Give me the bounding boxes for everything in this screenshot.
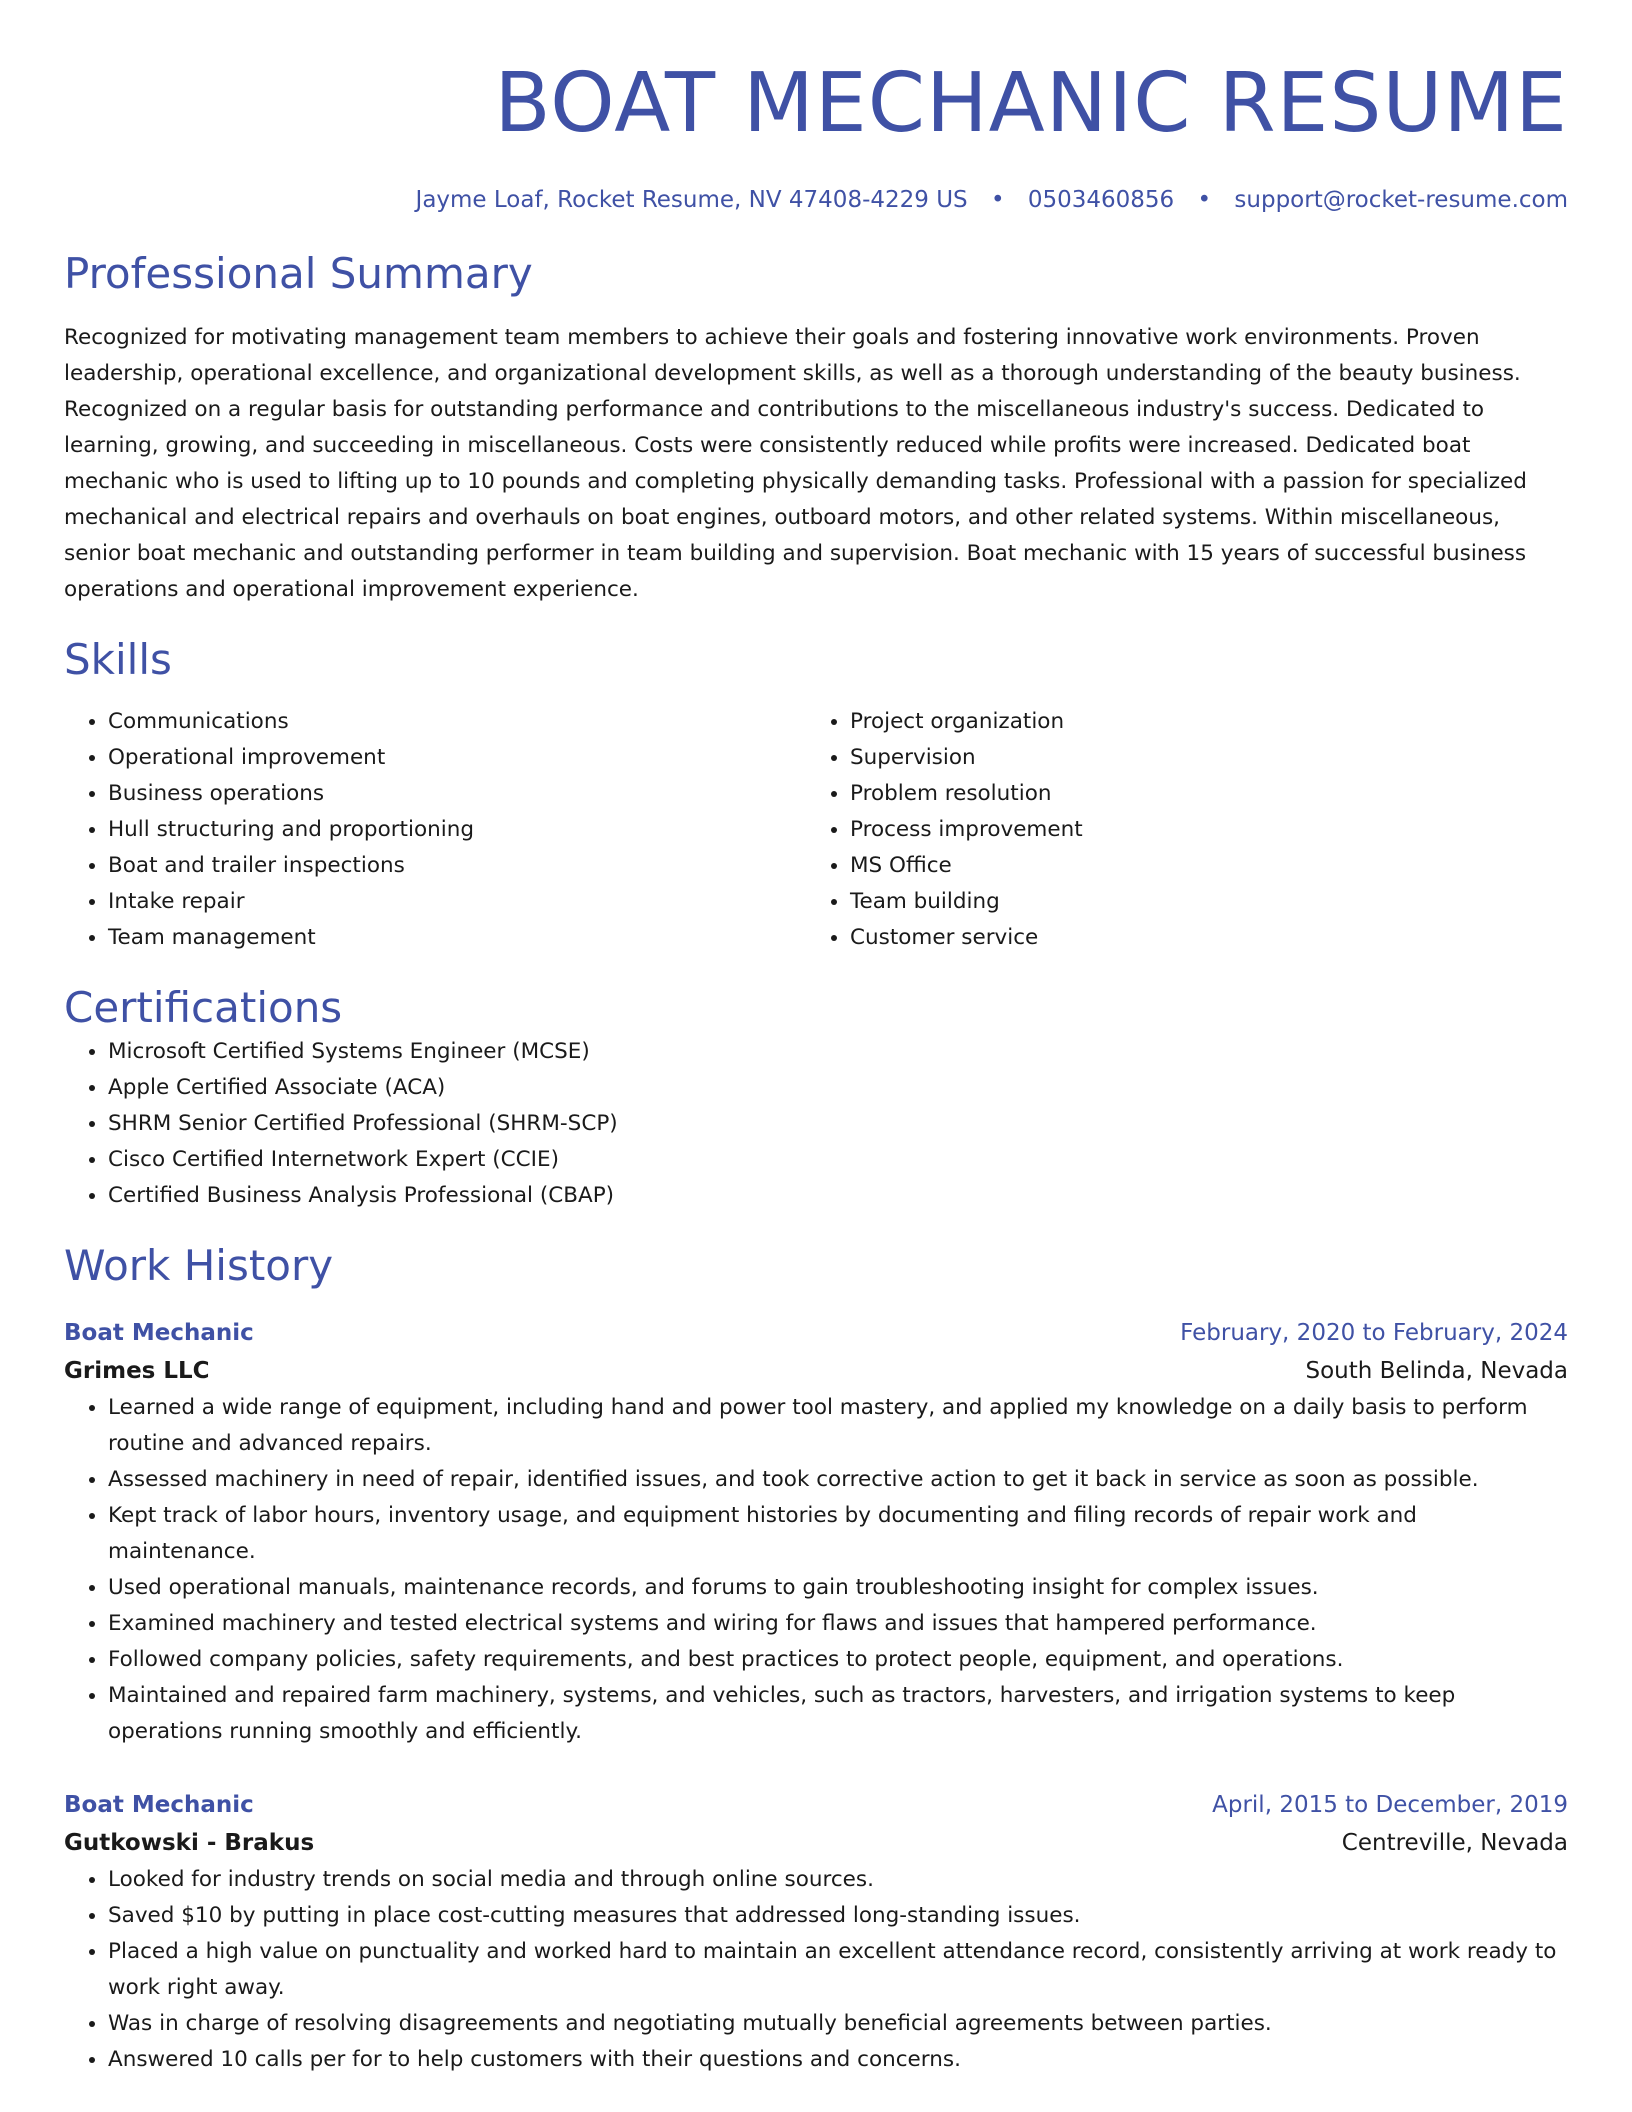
job-duties-list	[64, 1862, 1568, 2078]
job-duty: • Maintained and repaired farm machinery, systems, and vehicles, such as tractors, harvesters, and irrigation systems to keep operations running smoothly and efficiently.	[108, 1678, 1568, 1750]
job-company-row	[64, 1352, 1568, 1390]
contact-line	[64, 184, 1568, 216]
skill-item: • Business operations	[108, 776, 806, 812]
certifications-list	[64, 1034, 1568, 1214]
job-duties-list	[64, 1390, 1568, 1750]
work-history-heading: Work History	[64, 1241, 334, 1290]
skill-item: • Intake repair	[108, 884, 806, 920]
job-duty: • Used operational manuals, maintenance records, and forums to gain troubleshooting insight for complex issues.	[108, 1570, 1568, 1606]
skills-column-right	[806, 704, 1548, 956]
contact-separator: •	[1197, 187, 1212, 213]
skill-item: • Project organization	[850, 704, 1548, 740]
certification-item: • SHRM Senior Certified Professional (SHRM-SCP)	[108, 1106, 1568, 1142]
job-dates: April, 2015 to December, 2019	[1212, 1792, 1568, 1818]
skills-list-right	[806, 704, 1548, 956]
skills-heading: Skills	[64, 635, 172, 684]
contact-address: Jayme Loaf, Rocket Resume, NV 47408-4229 US	[415, 187, 968, 213]
certification-item: • Apple Certified Associate (ACA)	[108, 1070, 1568, 1106]
skill-item: • Supervision	[850, 740, 1548, 776]
skill-item: • MS Office	[850, 848, 1548, 884]
skills-column-left	[64, 704, 806, 956]
job-duty: • Followed company policies, safety requirements, and best practices to protect people, equipment, and operations.	[108, 1642, 1568, 1678]
job-location: Centreville, Nevada	[1341, 1830, 1568, 1856]
certification-item: • Certified Business Analysis Professional (CBAP)	[108, 1178, 1568, 1214]
skill-item: • Customer service	[850, 920, 1548, 956]
summary-text: Recognized for motivating management team members to achieve their goals and fostering innovative work environments. Proven leadership, operational excellence, and organizational development skills, as well as a thorough understanding of the beauty business. Recognized on a regular basis for outstanding performance and contributions to the miscellaneous industry's success. Dedicated to learning, growing, and succeeding in miscellaneous. Costs were consistently reduced while profits were increased. Dedicated boat mechanic who is used to lifting up to 10 pounds and completing physically demanding tasks. Professional with a passion for specialized mechanical and electrical repairs and overhauls on boat engines, outboard motors, and other related systems. Within miscellaneous, senior boat mechanic and outstanding performer in team building and supervision. Boat mechanic with 15 years of successful business operations and operational improvement experience.	[64, 325, 1527, 602]
skill-item: • Boat and trailer inspections	[108, 848, 806, 884]
skill-item: • Operational improvement	[108, 740, 806, 776]
skills-list-left	[64, 704, 806, 956]
job-duty: • Kept track of labor hours, inventory usage, and equipment histories by documenting and filing records of repair work and maintenance.	[108, 1498, 1568, 1570]
certification-item: • Microsoft Certified Systems Engineer (MCSE)	[108, 1034, 1568, 1070]
skill-item: • Team management	[108, 920, 806, 956]
skill-item: • Team building	[850, 884, 1548, 920]
resume-title: BOAT MECHANIC RESUME	[494, 56, 1568, 151]
job-entry	[64, 1314, 1568, 1750]
skills-grid	[64, 704, 1568, 956]
job-company: Grimes LLC	[64, 1358, 210, 1384]
job-location: South Belinda, Nevada	[1305, 1358, 1568, 1384]
contact-phone: 0503460856	[1027, 187, 1175, 213]
job-duty: • Examined machinery and tested electrical systems and wiring for flaws and issues that hampered performance.	[108, 1606, 1568, 1642]
job-company: Gutkowski - Brakus	[64, 1830, 315, 1856]
certification-item: • Cisco Certified Internetwork Expert (CCIE)	[108, 1142, 1568, 1178]
job-duty: • Saved $10 by putting in place cost-cutting measures that addressed long-standing issues.	[108, 1898, 1568, 1934]
job-duty: • Assessed machinery in need of repair, identified issues, and took corrective action to get it back in service as soon as possible.	[108, 1462, 1568, 1498]
job-duty: • Placed a high value on punctuality and worked hard to maintain an excellent attendance record, consistently arriving at work ready to work right away.	[108, 1934, 1568, 2006]
summary-heading: Professional Summary	[64, 249, 533, 298]
job-dates: February, 2020 to February, 2024	[1180, 1320, 1568, 1346]
job-entry	[64, 1786, 1568, 2078]
certifications-heading: Certifications	[64, 983, 343, 1032]
skill-item: • Hull structuring and proportioning	[108, 812, 806, 848]
job-duty: • Was in charge of resolving disagreements and negotiating mutually beneficial agreements between parties.	[108, 2006, 1568, 2042]
job-duty: • Learned a wide range of equipment, including hand and power tool mastery, and applied my knowledge on a daily basis to perform routine and advanced repairs.	[108, 1390, 1568, 1462]
job-duty: • Answered 10 calls per for to help customers with their questions and concerns.	[108, 2042, 1568, 2078]
job-title: Boat Mechanic	[64, 1320, 254, 1346]
job-title: Boat Mechanic	[64, 1792, 254, 1818]
skill-item: • Communications	[108, 704, 806, 740]
job-duty: • Looked for industry trends on social media and through online sources.	[108, 1862, 1568, 1898]
skill-item: • Problem resolution	[850, 776, 1548, 812]
contact-email: support@rocket-resume.com	[1234, 187, 1568, 213]
job-company-row	[64, 1824, 1568, 1862]
skill-item: • Process improvement	[850, 812, 1548, 848]
job-header-row	[64, 1786, 1568, 1824]
job-header-row	[64, 1314, 1568, 1352]
resume-page	[64, 0, 1568, 2078]
contact-separator: •	[990, 187, 1005, 213]
